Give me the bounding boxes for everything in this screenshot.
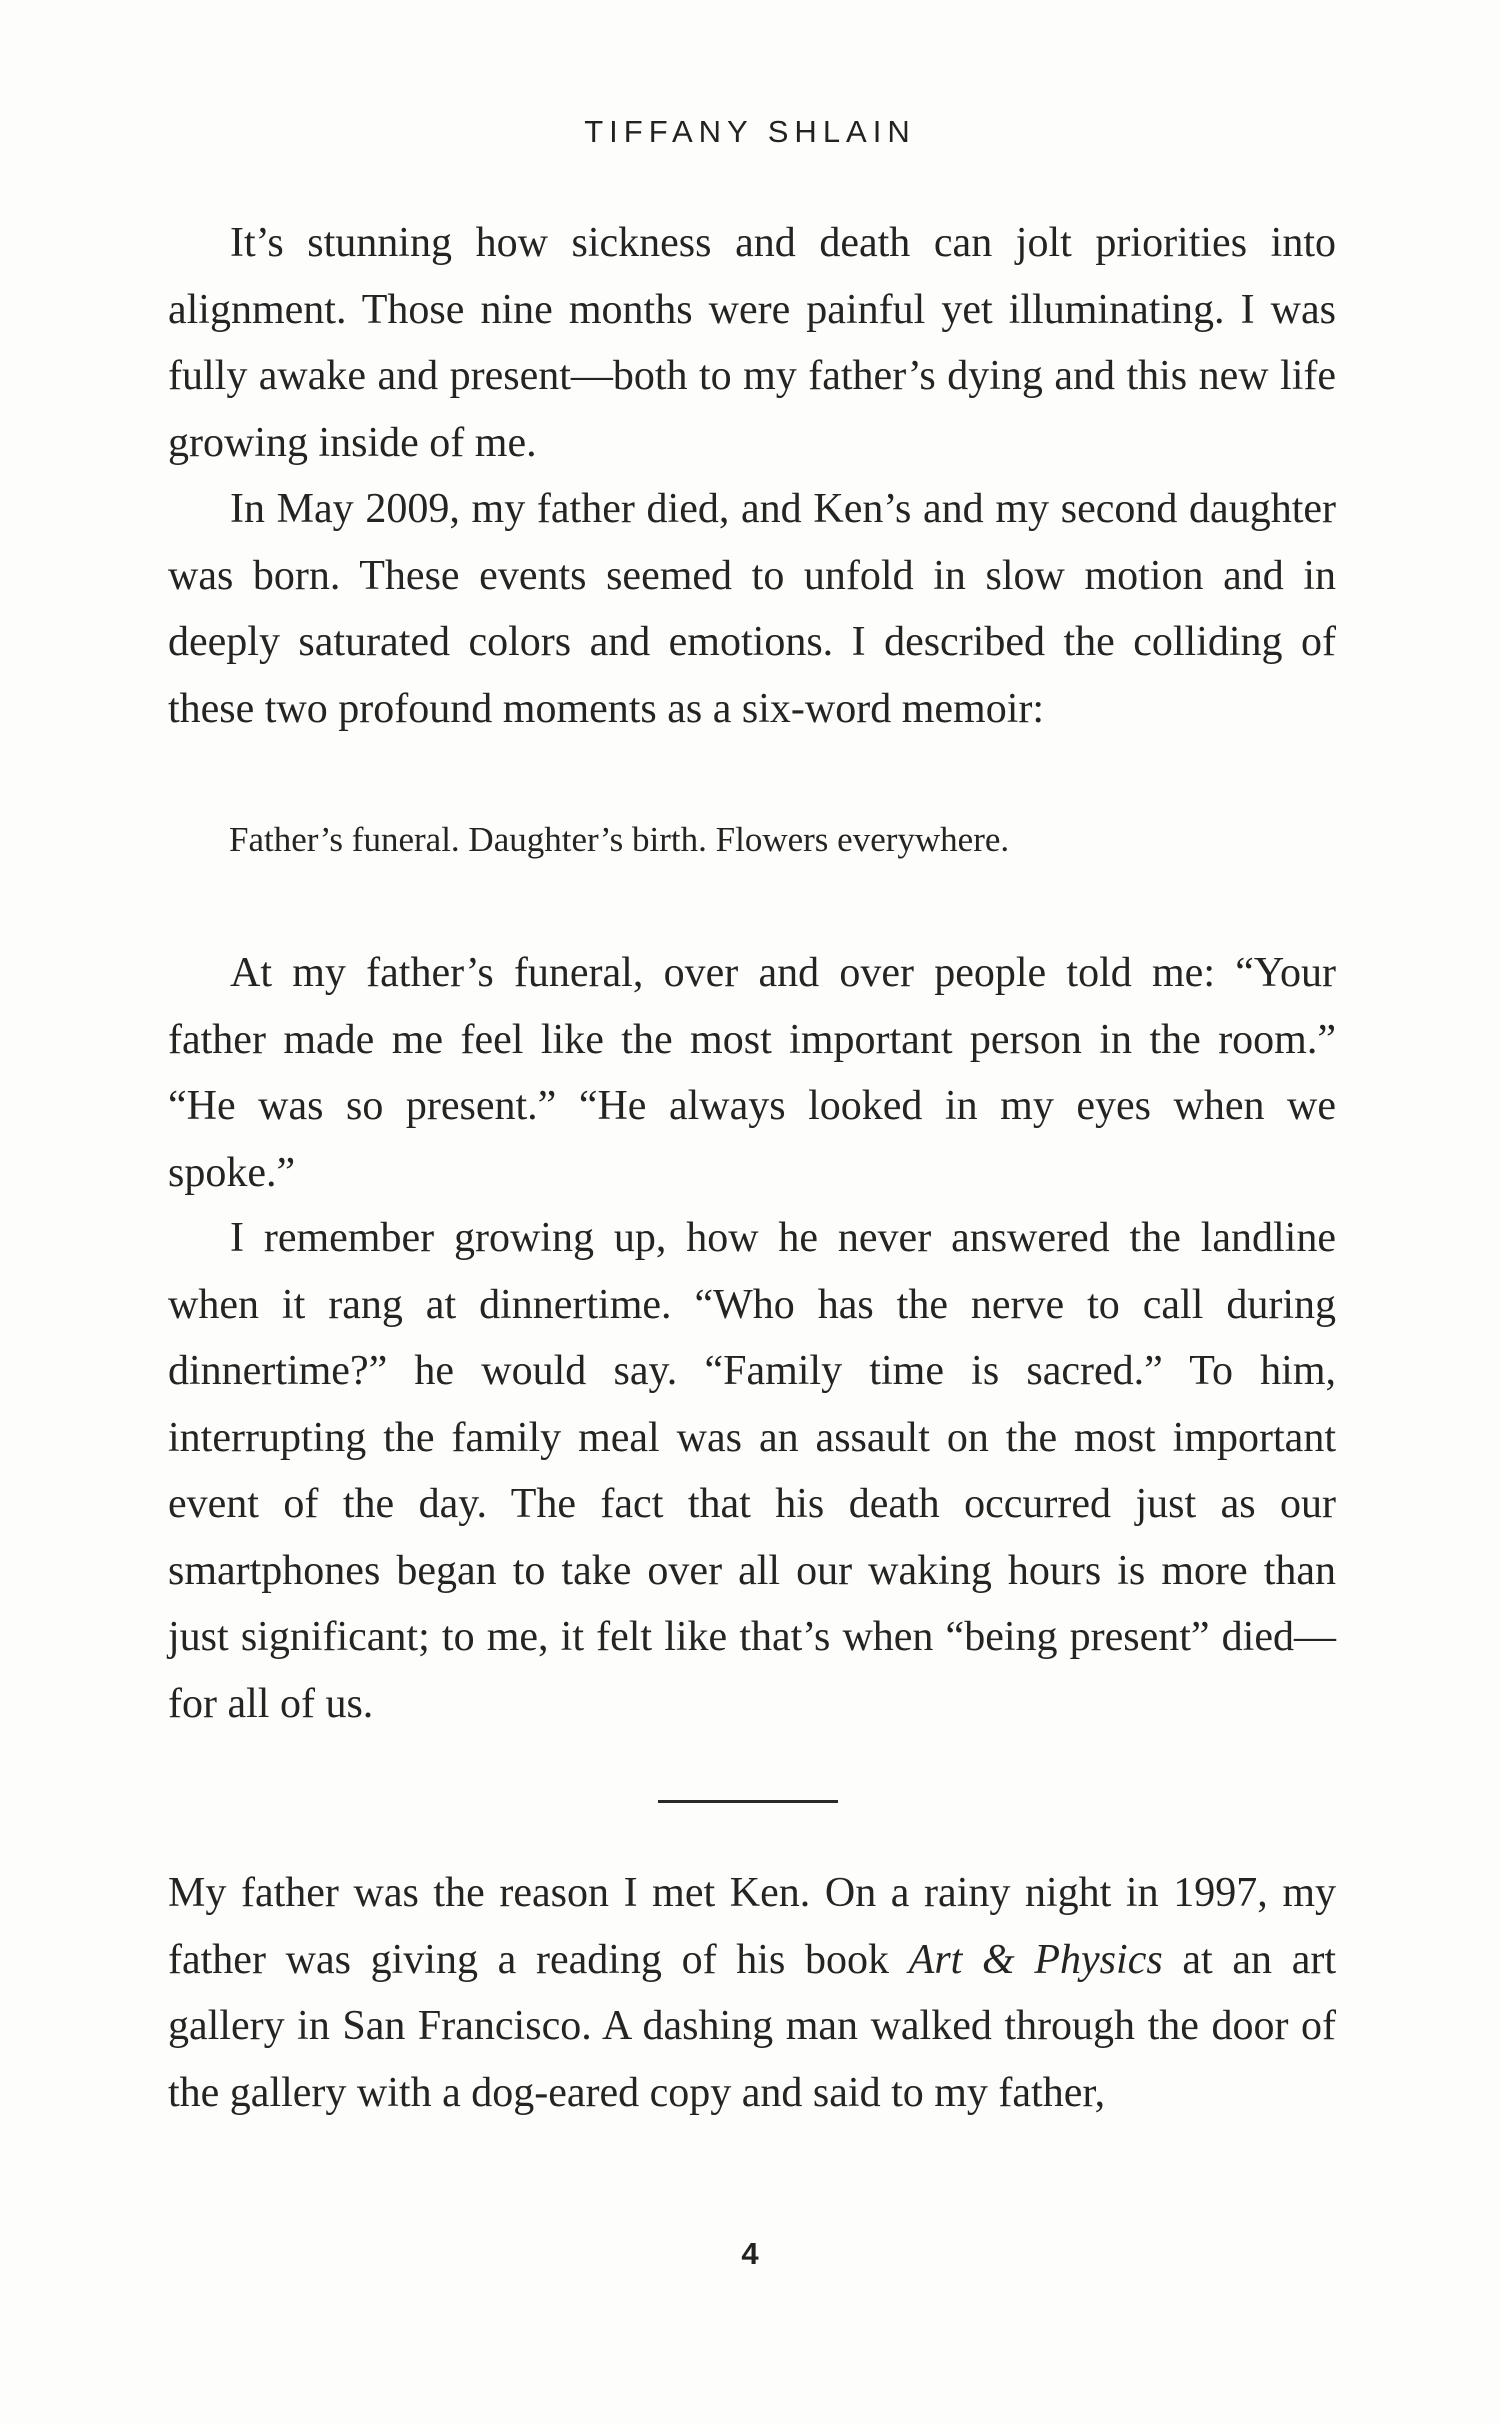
page-number: 4 — [741, 2236, 759, 2271]
book-title: Art & Physics — [908, 1936, 1163, 1983]
section-break-rule — [658, 1800, 838, 1803]
paragraph-text: My father was the reason I met Ken. On a rainy night in 1997, my father was giving a reading of his book — [168, 1870, 1336, 1983]
paragraph-text: at an art gallery in San Francisco. A dashing man walked through the door of the gallery with a dog-eared copy and said to my father, — [168, 1936, 1336, 2116]
paragraph: In May 2009, my father died, and Ken’s and my second daughter was born. These events seemed to unfold in slow motion and in deeply saturated colors and emotions. I described the colliding of these two profound moments as a six-word memoir: — [168, 486, 1336, 732]
six-word-memoir: Father’s funeral. Daughter’s birth. Flowers everywhere. — [229, 820, 1010, 859]
running-head: TIFFANY SHLAIN — [584, 114, 916, 149]
paragraph: It’s stunning how sickness and death can jolt priorities into alignment. Those nine months were painful yet illuminating. I was fully awake and present—both to my father’s dying and this new life growing inside of me. — [168, 220, 1336, 466]
paragraph: At my father’s funeral, over and over people told me: “Your father made me feel like the most important person in the room.” “He was so present.” “He always looked in my eyes when we spoke.” — [168, 950, 1336, 1196]
paragraph: I remember growing up, how he never answered the landline when it rang at dinnertime. “Who has the nerve to call during dinnertime?” he would say. “Family time is sacred.” To him, interrupting the family meal was an assault on the most important event of the day. The fact that his death occurred just as our smartphones began to take over all our waking hours is more than just significant; to me, it felt like that’s when “being present” died—for all of us. — [168, 1215, 1336, 1727]
paragraph — [168, 1860, 1336, 2126]
